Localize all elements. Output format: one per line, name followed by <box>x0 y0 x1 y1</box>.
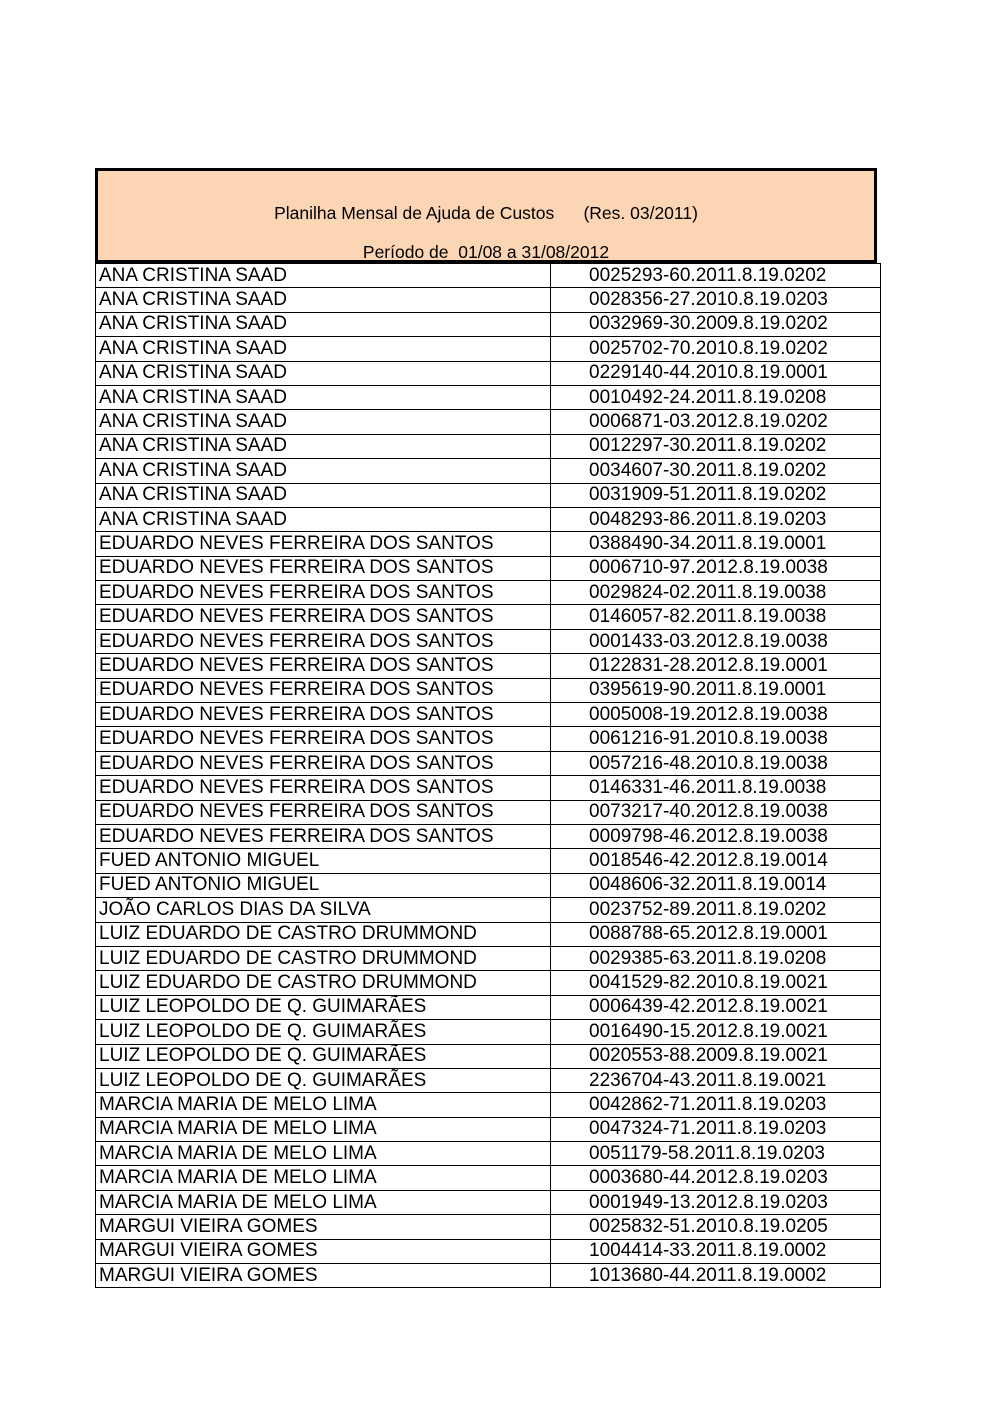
name-cell: LUIZ EDUARDO DE CASTRO DRUMMOND <box>96 971 551 995</box>
name-cell: LUIZ LEOPOLDO DE Q. GUIMARÃES <box>96 1020 551 1044</box>
name-cell: FUED ANTONIO MIGUEL <box>96 873 551 897</box>
table-row <box>96 1044 881 1068</box>
table-row <box>96 1093 881 1117</box>
table-row <box>96 1020 881 1044</box>
table-row <box>96 995 881 1019</box>
process-number-cell: 0229140-44.2010.8.19.0001 <box>551 361 881 385</box>
process-number-cell: 0006710-97.2012.8.19.0038 <box>551 556 881 580</box>
name-cell: MARCIA MARIA DE MELO LIMA <box>96 1166 551 1190</box>
process-number-cell: 0020553-88.2009.8.19.0021 <box>551 1044 881 1068</box>
process-number-cell: 0028356-27.2010.8.19.0203 <box>551 288 881 312</box>
name-cell: MARCIA MARIA DE MELO LIMA <box>96 1142 551 1166</box>
sheet-title: Planilha Mensal de Ajuda de Custos (Res. 03/2011) <box>274 203 698 223</box>
process-number-cell: 0010492-24.2011.8.19.0208 <box>551 385 881 409</box>
table-row <box>96 1117 881 1141</box>
table-row <box>96 605 881 629</box>
process-number-cell: 0146057-82.2011.8.19.0038 <box>551 605 881 629</box>
name-cell: ANA CRISTINA SAAD <box>96 288 551 312</box>
table-row <box>96 385 881 409</box>
table-row <box>96 1166 881 1190</box>
table-row <box>96 1239 881 1263</box>
table-row <box>96 483 881 507</box>
process-number-cell: 1004414-33.2011.8.19.0002 <box>551 1239 881 1263</box>
name-cell: LUIZ LEOPOLDO DE Q. GUIMARÃES <box>96 1044 551 1068</box>
table-row <box>96 361 881 385</box>
name-cell: LUIZ LEOPOLDO DE Q. GUIMARÃES <box>96 995 551 1019</box>
name-cell: LUIZ LEOPOLDO DE Q. GUIMARÃES <box>96 1068 551 1092</box>
process-number-cell: 0395619-90.2011.8.19.0001 <box>551 678 881 702</box>
process-number-cell: 0051179-58.2011.8.19.0203 <box>551 1142 881 1166</box>
table-row <box>96 288 881 312</box>
table-row <box>96 507 881 531</box>
process-number-cell: 0047324-71.2011.8.19.0203 <box>551 1117 881 1141</box>
table-row <box>96 1215 881 1239</box>
name-cell: MARCIA MARIA DE MELO LIMA <box>96 1190 551 1214</box>
process-number-cell: 0042862-71.2011.8.19.0203 <box>551 1093 881 1117</box>
process-number-cell: 0006871-03.2012.8.19.0202 <box>551 410 881 434</box>
table-row <box>96 727 881 751</box>
name-cell: EDUARDO NEVES FERREIRA DOS SANTOS <box>96 629 551 653</box>
process-number-cell: 0122831-28.2012.8.19.0001 <box>551 654 881 678</box>
process-number-cell: 0048606-32.2011.8.19.0014 <box>551 873 881 897</box>
table-row <box>96 581 881 605</box>
table-row <box>96 556 881 580</box>
name-cell: ANA CRISTINA SAAD <box>96 483 551 507</box>
table-row <box>96 678 881 702</box>
process-number-cell: 0018546-42.2012.8.19.0014 <box>551 849 881 873</box>
process-number-cell: 0023752-89.2011.8.19.0202 <box>551 898 881 922</box>
name-cell: EDUARDO NEVES FERREIRA DOS SANTOS <box>96 581 551 605</box>
process-number-cell: 0029385-63.2011.8.19.0208 <box>551 946 881 970</box>
name-cell: ANA CRISTINA SAAD <box>96 312 551 336</box>
name-cell: MARCIA MARIA DE MELO LIMA <box>96 1093 551 1117</box>
name-cell: EDUARDO NEVES FERREIRA DOS SANTOS <box>96 776 551 800</box>
process-number-cell: 0146331-46.2011.8.19.0038 <box>551 776 881 800</box>
process-number-cell: 0041529-82.2010.8.19.0021 <box>551 971 881 995</box>
name-cell: ANA CRISTINA SAAD <box>96 264 551 288</box>
table-row <box>96 410 881 434</box>
table-row <box>96 971 881 995</box>
process-number-cell: 0061216-91.2010.8.19.0038 <box>551 727 881 751</box>
name-cell: MARCIA MARIA DE MELO LIMA <box>96 1117 551 1141</box>
name-cell: LUIZ EDUARDO DE CASTRO DRUMMOND <box>96 946 551 970</box>
name-cell: JOÃO CARLOS DIAS DA SILVA <box>96 898 551 922</box>
name-cell: LUIZ EDUARDO DE CASTRO DRUMMOND <box>96 922 551 946</box>
name-cell: EDUARDO NEVES FERREIRA DOS SANTOS <box>96 556 551 580</box>
table-row <box>96 337 881 361</box>
process-number-cell: 0005008-19.2012.8.19.0038 <box>551 703 881 727</box>
spreadsheet <box>95 168 877 1288</box>
name-cell: EDUARDO NEVES FERREIRA DOS SANTOS <box>96 824 551 848</box>
name-cell: EDUARDO NEVES FERREIRA DOS SANTOS <box>96 532 551 556</box>
table-row <box>96 1190 881 1214</box>
table-row <box>96 946 881 970</box>
table-row <box>96 532 881 556</box>
process-number-cell: 0003680-44.2012.8.19.0203 <box>551 1166 881 1190</box>
process-number-cell: 0388490-34.2011.8.19.0001 <box>551 532 881 556</box>
name-cell: ANA CRISTINA SAAD <box>96 434 551 458</box>
process-number-cell: 0009798-46.2012.8.19.0038 <box>551 824 881 848</box>
name-cell: EDUARDO NEVES FERREIRA DOS SANTOS <box>96 727 551 751</box>
process-number-cell: 0088788-65.2012.8.19.0001 <box>551 922 881 946</box>
table-row <box>96 312 881 336</box>
name-cell: MARGUI VIEIRA GOMES <box>96 1239 551 1263</box>
process-number-cell: 0025293-60.2011.8.19.0202 <box>551 264 881 288</box>
process-number-cell: 1013680-44.2011.8.19.0002 <box>551 1264 881 1288</box>
process-number-cell: 0025832-51.2010.8.19.0205 <box>551 1215 881 1239</box>
name-cell: ANA CRISTINA SAAD <box>96 507 551 531</box>
table-row <box>96 1142 881 1166</box>
process-number-cell: 0025702-70.2010.8.19.0202 <box>551 337 881 361</box>
table-row <box>96 264 881 288</box>
name-cell: EDUARDO NEVES FERREIRA DOS SANTOS <box>96 703 551 727</box>
process-number-cell: 0001433-03.2012.8.19.0038 <box>551 629 881 653</box>
table-row <box>96 459 881 483</box>
table-row <box>96 849 881 873</box>
process-number-cell: 0016490-15.2012.8.19.0021 <box>551 1020 881 1044</box>
table-row <box>96 1068 881 1092</box>
process-number-cell: 0012297-30.2011.8.19.0202 <box>551 434 881 458</box>
sheet-period: Período de 01/08 a 31/08/2012 <box>362 242 610 262</box>
table-row <box>96 800 881 824</box>
name-cell: MARGUI VIEIRA GOMES <box>96 1264 551 1288</box>
name-cell: EDUARDO NEVES FERREIRA DOS SANTOS <box>96 751 551 775</box>
name-cell: FUED ANTONIO MIGUEL <box>96 849 551 873</box>
table-row <box>96 776 881 800</box>
records-table <box>95 263 881 1288</box>
name-cell: MARGUI VIEIRA GOMES <box>96 1215 551 1239</box>
name-cell: ANA CRISTINA SAAD <box>96 361 551 385</box>
table-row <box>96 654 881 678</box>
name-cell: EDUARDO NEVES FERREIRA DOS SANTOS <box>96 800 551 824</box>
process-number-cell: 0048293-86.2011.8.19.0203 <box>551 507 881 531</box>
table-row <box>96 898 881 922</box>
sheet-header <box>95 168 877 263</box>
table-row <box>96 824 881 848</box>
process-number-cell: 0034607-30.2011.8.19.0202 <box>551 459 881 483</box>
name-cell: EDUARDO NEVES FERREIRA DOS SANTOS <box>96 678 551 702</box>
table-row <box>96 1264 881 1288</box>
table-row <box>96 873 881 897</box>
process-number-cell: 0001949-13.2012.8.19.0203 <box>551 1190 881 1214</box>
table-row <box>96 629 881 653</box>
table-row <box>96 434 881 458</box>
process-number-cell: 0057216-48.2010.8.19.0038 <box>551 751 881 775</box>
name-cell: EDUARDO NEVES FERREIRA DOS SANTOS <box>96 654 551 678</box>
table-row <box>96 922 881 946</box>
process-number-cell: 0006439-42.2012.8.19.0021 <box>551 995 881 1019</box>
process-number-cell: 0032969-30.2009.8.19.0202 <box>551 312 881 336</box>
table-row <box>96 751 881 775</box>
process-number-cell: 0031909-51.2011.8.19.0202 <box>551 483 881 507</box>
table-row <box>96 703 881 727</box>
name-cell: ANA CRISTINA SAAD <box>96 459 551 483</box>
process-number-cell: 2236704-43.2011.8.19.0021 <box>551 1068 881 1092</box>
name-cell: ANA CRISTINA SAAD <box>96 337 551 361</box>
name-cell: EDUARDO NEVES FERREIRA DOS SANTOS <box>96 605 551 629</box>
name-cell: ANA CRISTINA SAAD <box>96 385 551 409</box>
process-number-cell: 0029824-02.2011.8.19.0038 <box>551 581 881 605</box>
name-cell: ANA CRISTINA SAAD <box>96 410 551 434</box>
records-table-body <box>96 264 881 1288</box>
process-number-cell: 0073217-40.2012.8.19.0038 <box>551 800 881 824</box>
